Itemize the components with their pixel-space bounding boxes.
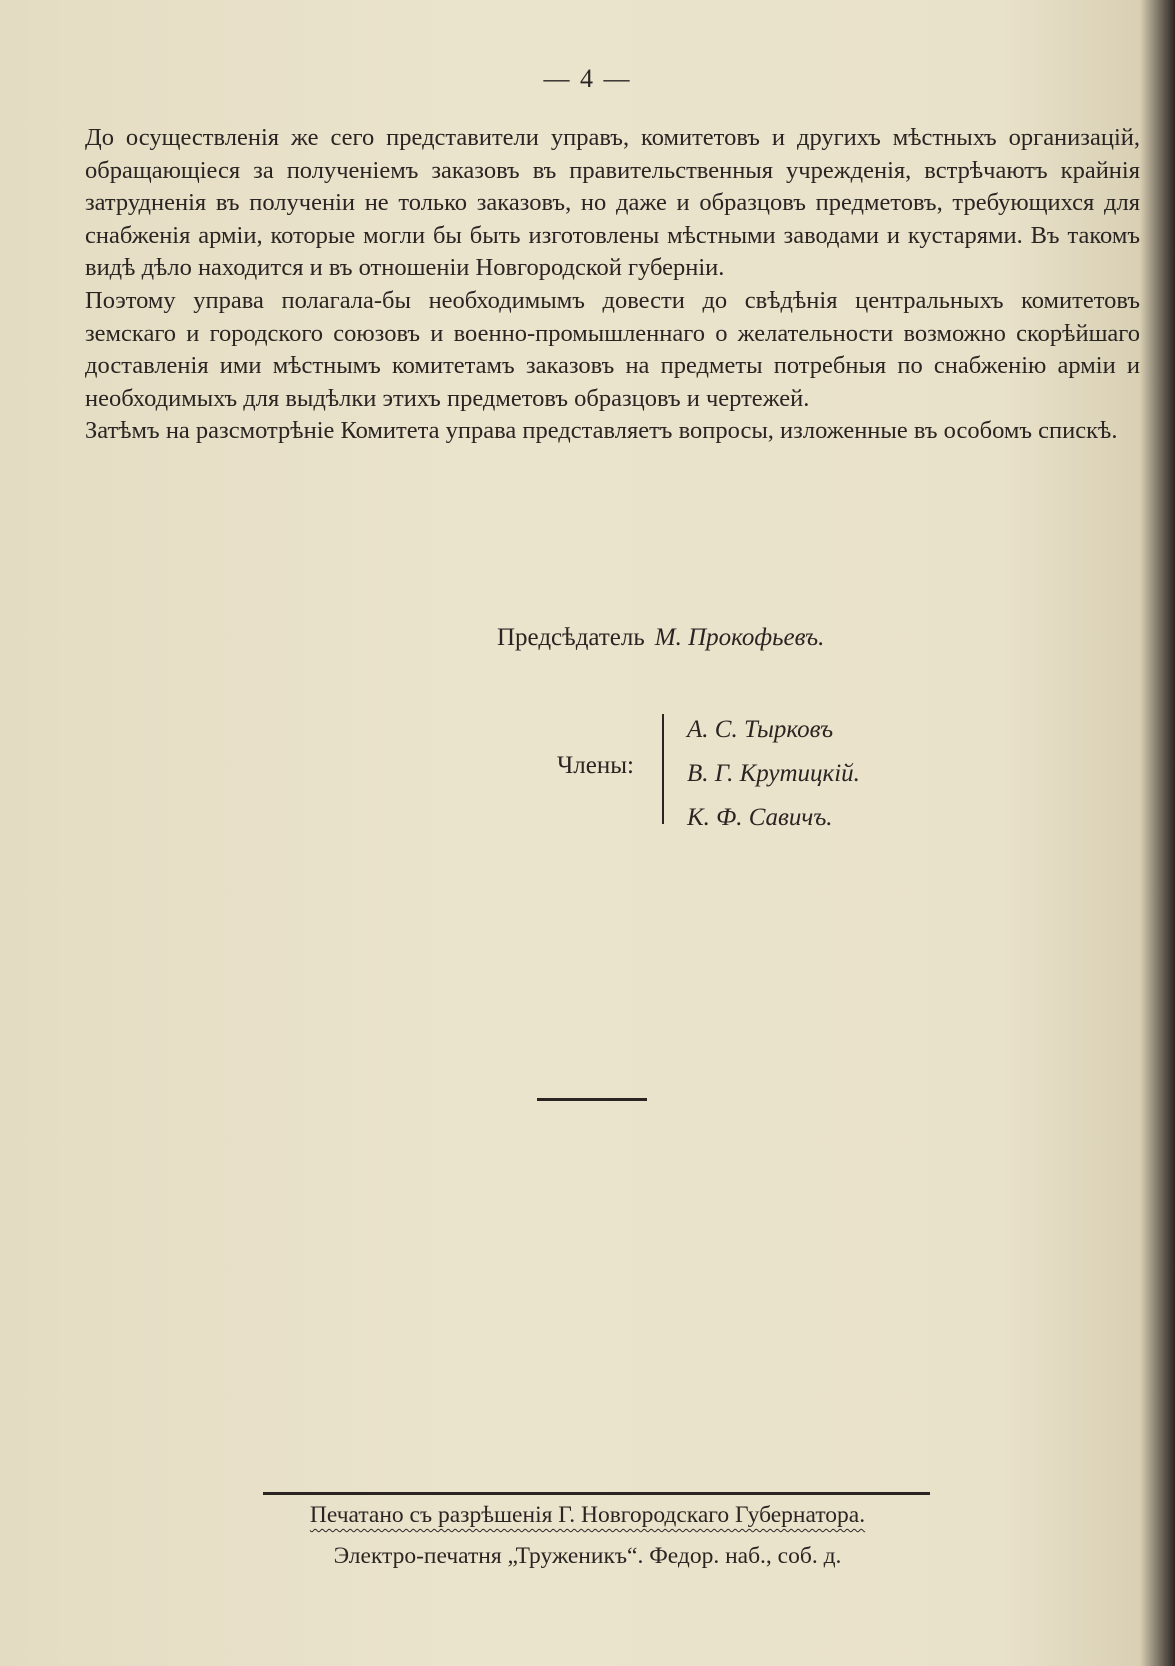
member-name: К. Ф. Савичъ.	[687, 804, 833, 831]
chairman-title: Предсѣдатель	[497, 624, 645, 651]
page-number: — 4 —	[543, 64, 632, 93]
chairman-name: М. Прокофьевъ.	[654, 624, 825, 651]
member-name: В. Г. Крутицкій.	[687, 760, 860, 787]
imprint-printer: Электро-печатня „Труженикъ“. Федор. наб., соб. д.	[333, 1543, 842, 1569]
end-rule	[537, 1098, 647, 1101]
imprint-censor-note: Печатано съ разрѣшенія Г. Новгородскаго Губернатора.	[309, 1502, 866, 1528]
paragraph-1: До осуществленія же сего представители управъ, комитетовъ и другихъ мѣстныхъ организацій, обращающіеся за полученіемъ заказовъ въ правительственныя учрежденія, встрѣчаютъ крайнія затрудненія въ полученіи не только заказовъ, но даже и образцовъ предметовъ, требующихся для снабженія арміи, которые могли бы быть изготовлены мѣстными заводами и кустарями. Въ такомъ видѣ дѣло находится и въ отношеніи Новгородской губерніи.	[85, 124, 1140, 282]
imprint-rule	[263, 1492, 930, 1495]
members-list	[687, 708, 860, 840]
chairman-signature	[497, 624, 824, 652]
body-text	[85, 122, 1140, 448]
members-bracket	[662, 714, 664, 824]
paragraph-2: Поэтому управа полагала-бы необходимымъ довести до свѣдѣнія центральныхъ комитетовъ земскаго и городского союзовъ и военно-промышленнаго о желательности возможно скорѣйшаго доставленія ими мѣстнымъ комитетамъ заказовъ на предметы потребныя по снабженію арміи и необходимыхъ для выдѣлки этихъ предметовъ образцовъ и чертежей.	[85, 286, 1140, 412]
members-label: Члены:	[557, 752, 634, 779]
member-name: А. С. Тырковъ	[687, 716, 834, 743]
paragraph-3: Затѣмъ на разсмотрѣніе Комитета управа представляетъ вопросы, изложенные въ особомъ спискѣ.	[85, 417, 1118, 445]
